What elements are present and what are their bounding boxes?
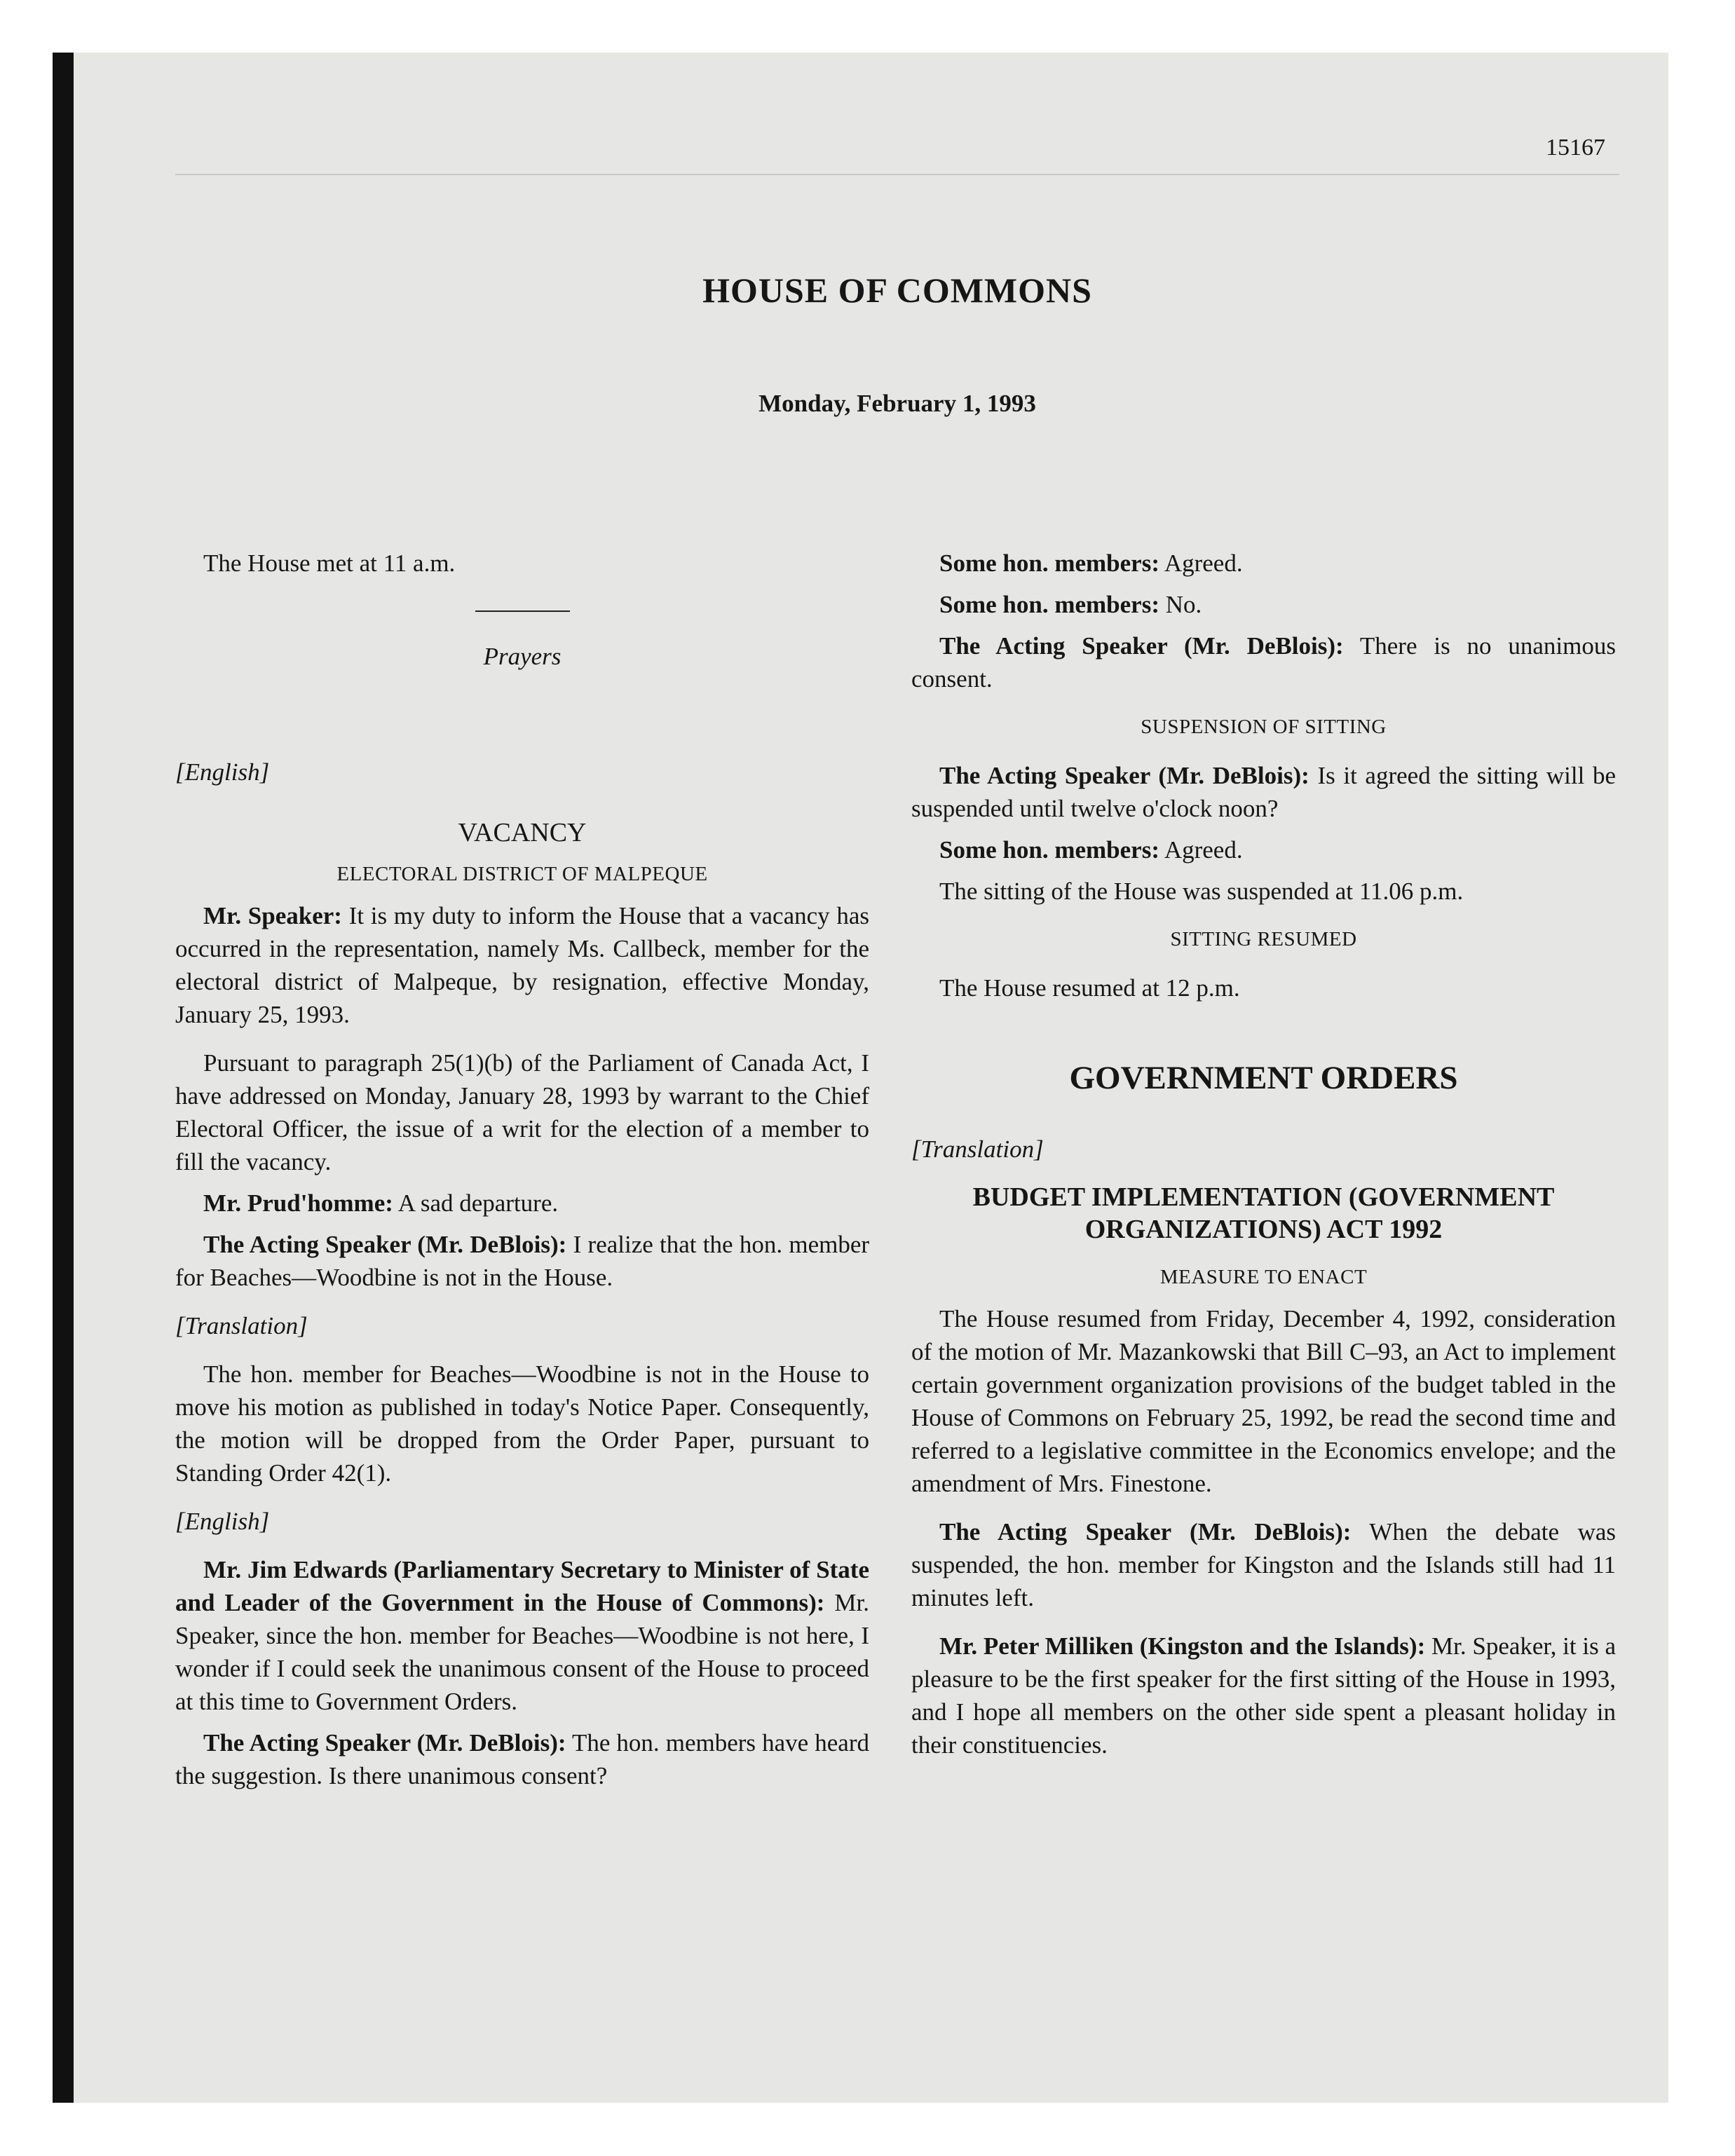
speaker-text: Mr. Speaker, it is a pleasure to be the first speaker for the first sitting of the House in 1993, and I hope all members on the other side spent a pleasant holiday in their constituencies. <box>911 1632 1617 1759</box>
page-title: HOUSE OF COMMONS <box>702 271 1092 310</box>
section-divider <box>475 610 570 612</box>
speaker-name: Mr. Prud'homme: <box>203 1189 393 1217</box>
members-response <box>911 588 1616 621</box>
resumed-heading: SITTING RESUMED <box>1170 928 1357 950</box>
sitting-date: Monday, February 1, 1993 <box>758 390 1036 417</box>
resumed-line: The House resumed at 12 p.m. <box>939 974 1240 1002</box>
speaker-name: The Acting Speaker (Mr. DeBlois): <box>939 632 1344 660</box>
vacancy-heading: VACANCY <box>458 818 587 847</box>
house-met-line: The House met at 11 a.m. <box>203 550 456 577</box>
language-marker: [English] <box>175 1508 270 1535</box>
speaker-text: Mr. Speaker, since the hon. member for Beaches—Woodbine is not here, I wonder if I could seek the unanimous consent of the House to proceed at this time to Government Orders. <box>175 1589 870 1715</box>
speaker-name: Some hon. members: <box>939 836 1159 864</box>
speaker-statement <box>175 899 869 1031</box>
acting-speaker-statement <box>911 629 1616 695</box>
measure-heading: MEASURE TO ENACT <box>1159 1266 1368 1288</box>
prudhomme-statement <box>175 1187 869 1220</box>
acting-speaker-statement <box>911 1515 1616 1614</box>
acting-speaker-statement <box>911 759 1616 825</box>
speaker-name: The Acting Speaker (Mr. DeBlois): <box>939 1518 1352 1546</box>
language-marker: [Translation] <box>911 1135 1044 1163</box>
prayers-heading: Prayers <box>483 643 562 670</box>
members-response <box>911 833 1616 866</box>
vacancy-subheading: ELECTORAL DISTRICT OF MALPEQUE <box>336 863 708 885</box>
speaker-name: Mr. Jim Edwards (Parliamentary Secretary to Minister of State and Leader of the Government in the House of Commons): <box>175 1556 869 1616</box>
hon-member-paragraph: The hon. member for Beaches—Woodbine is not in the House to move his motion as published in today's Notice Paper. Consequently, the motion will be dropped from the Order Paper, pursuant to Standing Order 42(1). <box>175 1360 869 1487</box>
milliken-statement <box>911 1630 1616 1761</box>
speaker-name: Some hon. members: <box>939 591 1159 618</box>
pursuant-paragraph: Pursuant to paragraph 25(1)(b) of the Parliament of Canada Act, I have addressed on Monday, January 28, 1993 by warrant to the Chief Electoral Officer, the issue of a writ for the election of a member to fill the vacancy. <box>175 1049 869 1175</box>
scan-border <box>53 53 74 2103</box>
speaker-name: The Acting Speaker (Mr. DeBlois): <box>939 762 1309 789</box>
bill-heading: BUDGET IMPLEMENTATION (GOVERNMENT ORGANIZATIONS) ACT 1992 <box>972 1182 1555 1244</box>
resumed-debate-paragraph: The House resumed from Friday, December 4, 1992, consideration of the motion of Mr. Mazankowski that Bill C–93, an Act to implement certain government organization provisions of the budget tabled in the House of Commons on February 25, 1992, be read the second time and referred to a legislative committee in the Economics envelope; and the amendment of Mrs. Finestone. <box>911 1305 1616 1497</box>
speaker-name: Some hon. members: <box>939 550 1159 577</box>
speaker-name: Mr. Peter Milliken (Kingston and the Islands): <box>939 1632 1426 1660</box>
speaker-text: A sad departure. <box>397 1189 559 1217</box>
government-orders-heading: GOVERNMENT ORDERS <box>1069 1060 1458 1096</box>
acting-speaker-statement <box>175 1228 869 1294</box>
speaker-name: Mr. Speaker: <box>203 902 342 929</box>
speaker-text: I realize that the hon. member for Beaches—Woodbine is not in the House. <box>175 1231 870 1291</box>
speaker-text: There is no unanimous consent. <box>911 632 1617 692</box>
speaker-text: When the debate was suspended, the hon. member for Kingston and the Islands still had 11 minutes left. <box>911 1518 1616 1611</box>
left-column <box>175 547 869 1792</box>
suspended-line: The sitting of the House was suspended at 11.06 p.m. <box>939 878 1464 905</box>
right-column <box>911 547 1616 1761</box>
members-response <box>911 547 1616 580</box>
speaker-text: Agreed. <box>1164 550 1243 577</box>
speaker-name: The Acting Speaker (Mr. DeBlois): <box>203 1231 567 1258</box>
suspension-heading: SUSPENSION OF SITTING <box>1141 716 1387 738</box>
header-rule <box>175 174 1619 175</box>
acting-speaker-statement <box>175 1726 869 1792</box>
speaker-name: The Acting Speaker (Mr. DeBlois): <box>203 1729 566 1756</box>
speaker-text: It is my duty to inform the House that a vacancy has occurred in the representation, namely Ms. Callbeck, member for the electoral district of Malpeque, by resignation, effective Monday, January 25, 1993. <box>175 902 869 1028</box>
speaker-text: The hon. members have heard the suggestion. Is there unanimous consent? <box>175 1729 869 1789</box>
speaker-text: Agreed. <box>1164 836 1243 864</box>
speaker-text: Is it agreed the sitting will be suspended until twelve o'clock noon? <box>911 762 1617 822</box>
language-marker: [English] <box>175 758 270 786</box>
language-marker: [Translation] <box>175 1312 308 1339</box>
edwards-statement <box>175 1553 869 1718</box>
speaker-text: No. <box>1165 591 1202 618</box>
page-number: 15167 <box>1546 135 1605 161</box>
